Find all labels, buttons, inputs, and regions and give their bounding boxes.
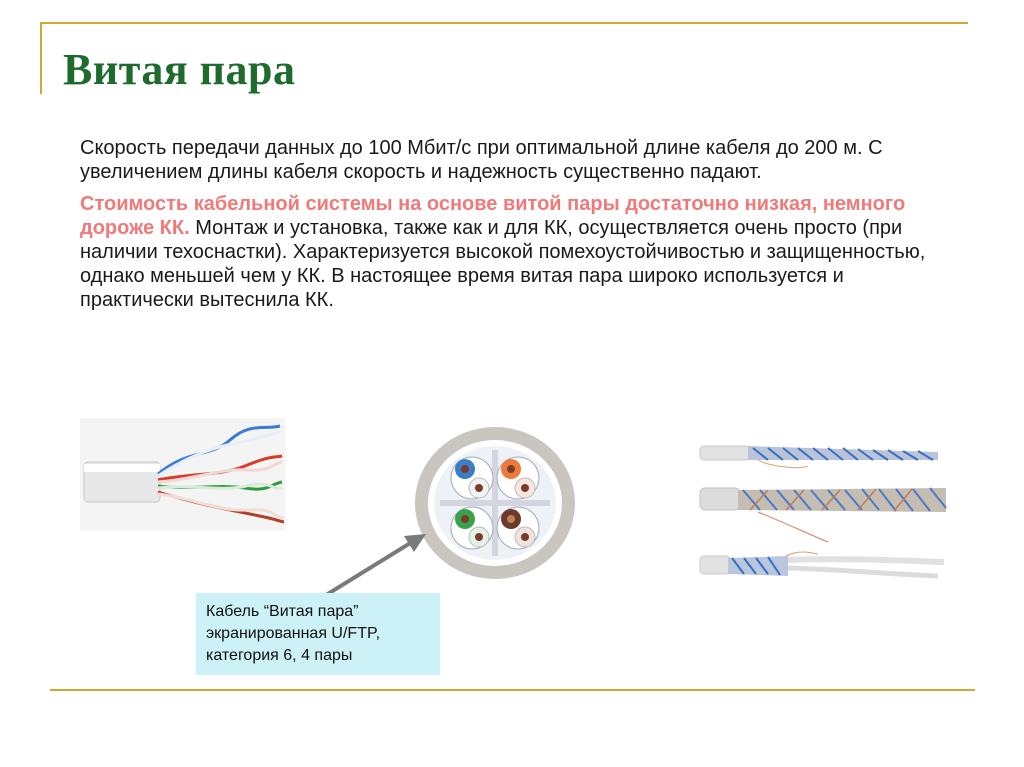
slide-body (80, 136, 940, 320)
shielded-cables-image (698, 432, 948, 582)
left-rule (40, 22, 42, 94)
twisted-pair-cable-image (80, 418, 285, 530)
caption-line-3: категория 6, 4 пары (206, 647, 353, 664)
paragraph-cost-rest: Монтаж и установка, также как и для КК, осуществляется очень просто (при наличии техоснастки). Характеризуется высокой помехоустойчивостью и защищенностью, однако меньшей чем у КК. В настоящее время витая пара широко используется и практически вытеснила КК. (80, 217, 926, 311)
paragraph-speed: Скорость передачи данных до 100 Мбит/с при оптимальной длине кабеля до 200 м. С увеличением длины кабеля скорость и надежность существенно падают. (80, 137, 883, 183)
paragraph-cost (80, 192, 940, 312)
highlight-cost: Стоимость кабельной системы на основе витой пары достаточно низкая, немного дороже КК. (80, 193, 906, 239)
top-rule (40, 22, 968, 24)
bottom-rule (50, 689, 975, 691)
caption-line-2: экранированная U/FTP, (206, 625, 381, 642)
caption-line-1: Кабель “Витая пара” (206, 603, 359, 620)
image-caption (196, 593, 440, 675)
slide-title: Витая пара (63, 45, 296, 94)
